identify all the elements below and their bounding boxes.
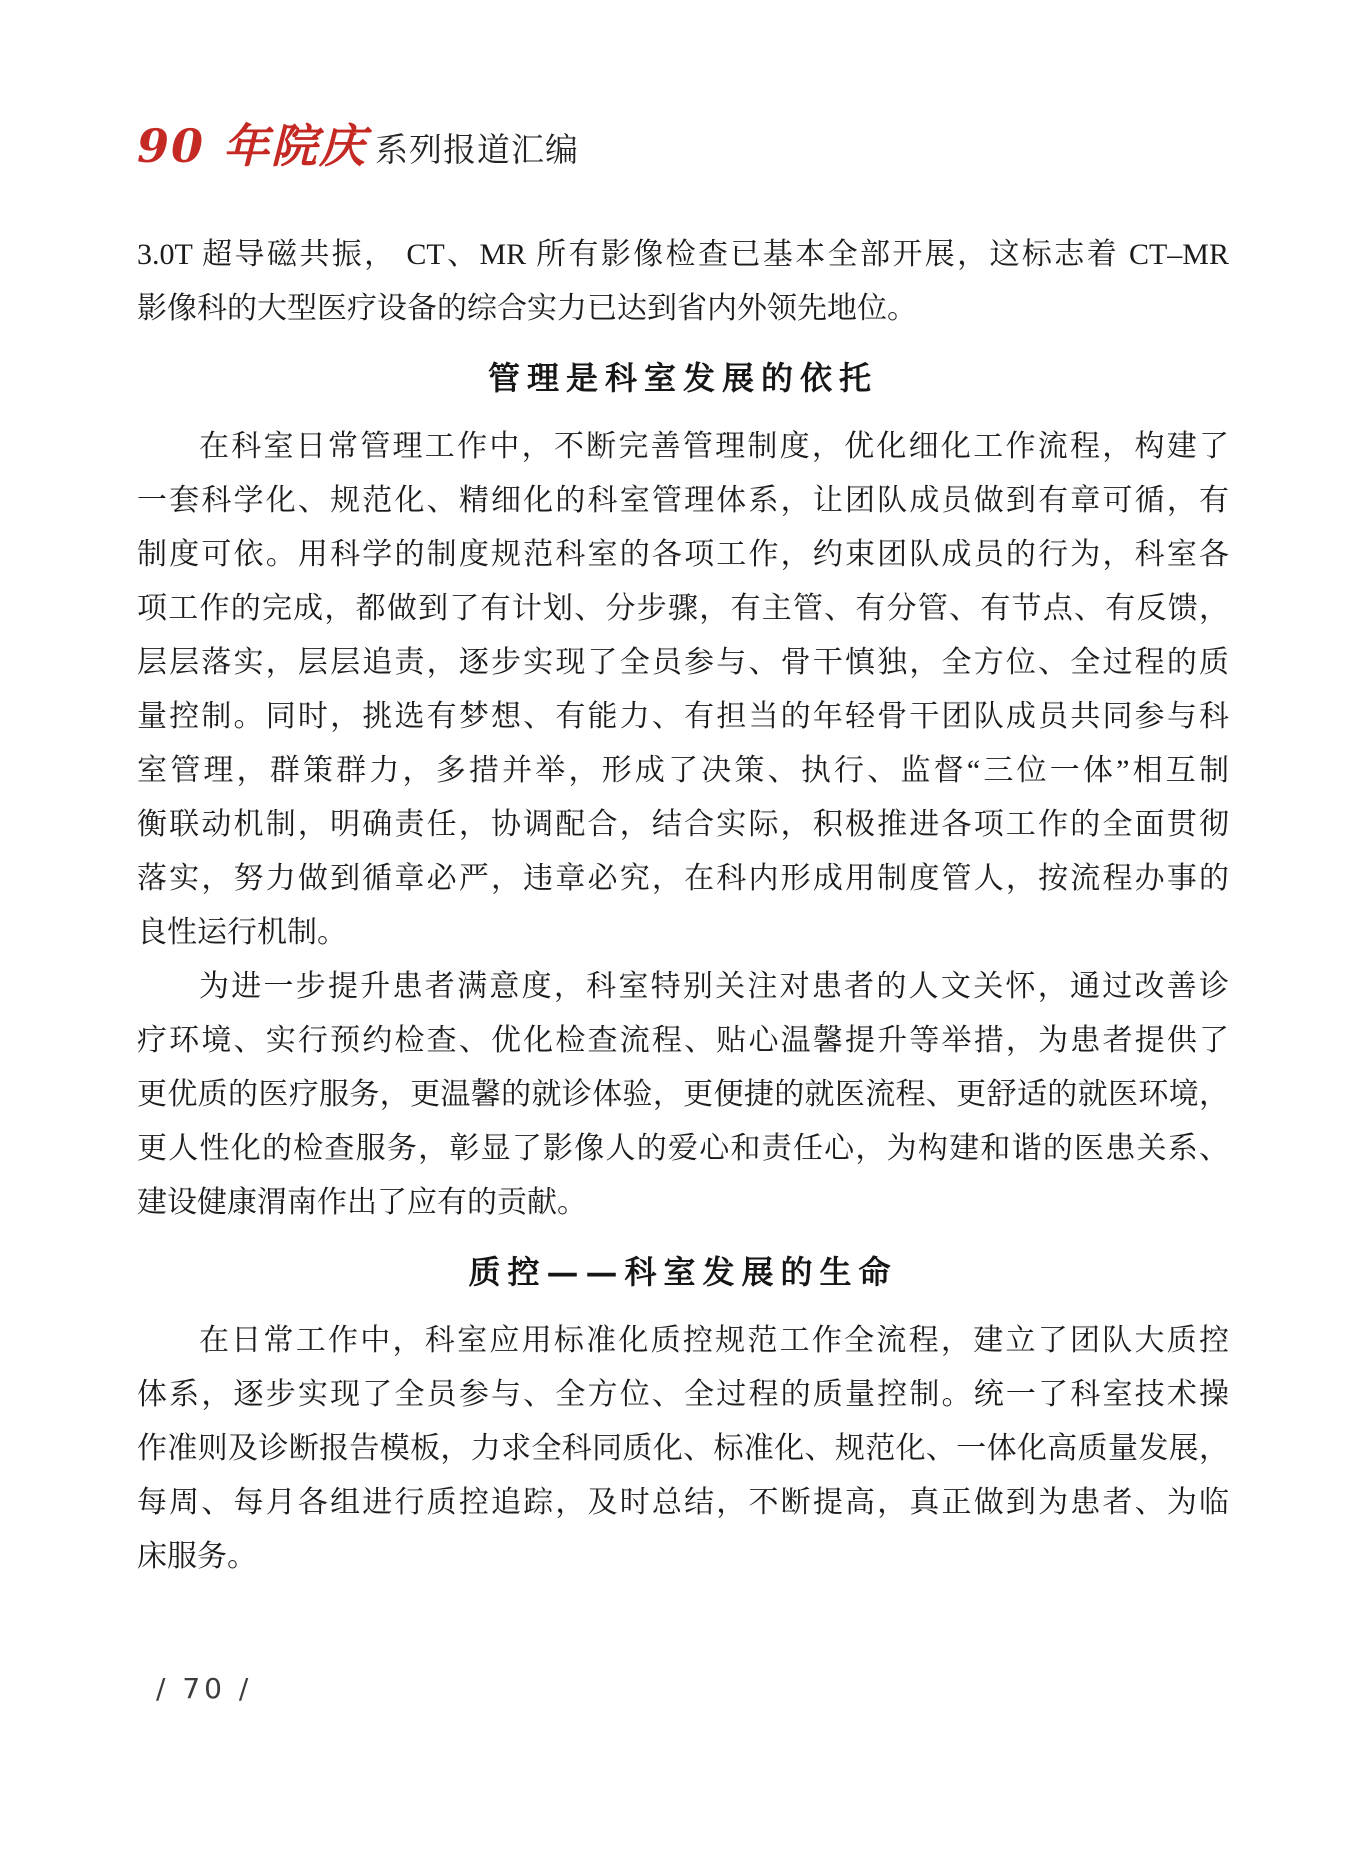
text-line: 作准则及诊断报告模板，力求全科同质化、标准化、规范化、一体化高质量发展， <box>137 1432 1229 1465</box>
text-line: 体系，逐步实现了全员参与、全方位、全过程的质量控制。统一了科室技术操 <box>137 1378 1229 1411</box>
text-line: 床服务。 <box>137 1540 257 1573</box>
paragraph <box>137 420 1229 960</box>
paragraph <box>137 228 1229 336</box>
text-line: 更优质的医疗服务，更温馨的就诊体验，更便捷的就医流程、更舒适的就医环境， <box>137 1078 1229 1111</box>
text-line: 层层落实，层层追责，逐步实现了全员参与、骨干慎独，全方位、全过程的质 <box>137 646 1229 679</box>
text-line: 量控制。同时，挑选有梦想、有能力、有担当的年轻骨干团队成员共同参与科 <box>137 700 1229 733</box>
text-line: 在日常工作中，科室应用标准化质控规范工作全流程，建立了团队大质控 <box>199 1324 1229 1357</box>
text-line: 在科室日常管理工作中，不断完善管理制度，优化细化工作流程，构建了 <box>199 430 1229 463</box>
text-line: 落实，努力做到循章必严，违章必究，在科内形成用制度管人，按流程办事的 <box>137 862 1229 895</box>
paragraph <box>137 960 1229 1230</box>
text-line: 制度可依。用科学的制度规范科室的各项工作，约束团队成员的行为，科室各 <box>137 538 1229 571</box>
header-anniversary-calligraphy: 90 年院庆 <box>137 119 368 173</box>
text-line: 室管理，群策群力，多措并举，形成了决策、执行、监督“三位一体”相互制 <box>137 754 1229 787</box>
text-line: 良性运行机制。 <box>137 916 347 949</box>
text-line: 一套科学化、规范化、精细化的科室管理体系，让团队成员做到有章可循，有 <box>137 484 1229 517</box>
text-line: 衡联动机制，明确责任，协调配合，结合实际，积极推进各项工作的全面贯彻 <box>137 808 1229 841</box>
paragraph <box>137 1314 1229 1584</box>
text-line: 影像科的大型医疗设备的综合实力已达到省内外领先地位。 <box>137 292 917 325</box>
document-body <box>137 228 1229 1584</box>
page-footer <box>156 1672 252 1705</box>
text-line: 为进一步提升患者满意度，科室特别关注对患者的人文关怀，通过改善诊 <box>199 970 1229 1003</box>
text-line: 项工作的完成，都做到了有计划、分步骤，有主管、有分管、有节点、有反馈， <box>137 592 1229 625</box>
text-line: 建设健康渭南作出了应有的贡献。 <box>137 1186 587 1219</box>
text-line: 每周、每月各组进行质控追踪，及时总结，不断提高，真正做到为患者、为临 <box>137 1486 1229 1519</box>
text-line: 疗环境、实行预约检查、优化检查流程、贴心温馨提升等举措，为患者提供了 <box>137 1024 1229 1057</box>
page-number: / 70 / <box>156 1672 253 1705</box>
section-heading: 管理是科室发展的依托 <box>487 359 878 397</box>
page-header <box>137 120 579 172</box>
section-heading: 质控——科室发展的生命 <box>468 1253 898 1291</box>
text-line: 3.0T 超导磁共振， CT、MR 所有影像检查已基本全部开展，这标志着 CT–MR <box>137 238 1229 271</box>
text-line: 更人性化的检查服务，彰显了影像人的爱心和责任心，为构建和谐的医患关系、 <box>137 1132 1229 1165</box>
header-series-title: 系列报道汇编 <box>375 130 580 169</box>
